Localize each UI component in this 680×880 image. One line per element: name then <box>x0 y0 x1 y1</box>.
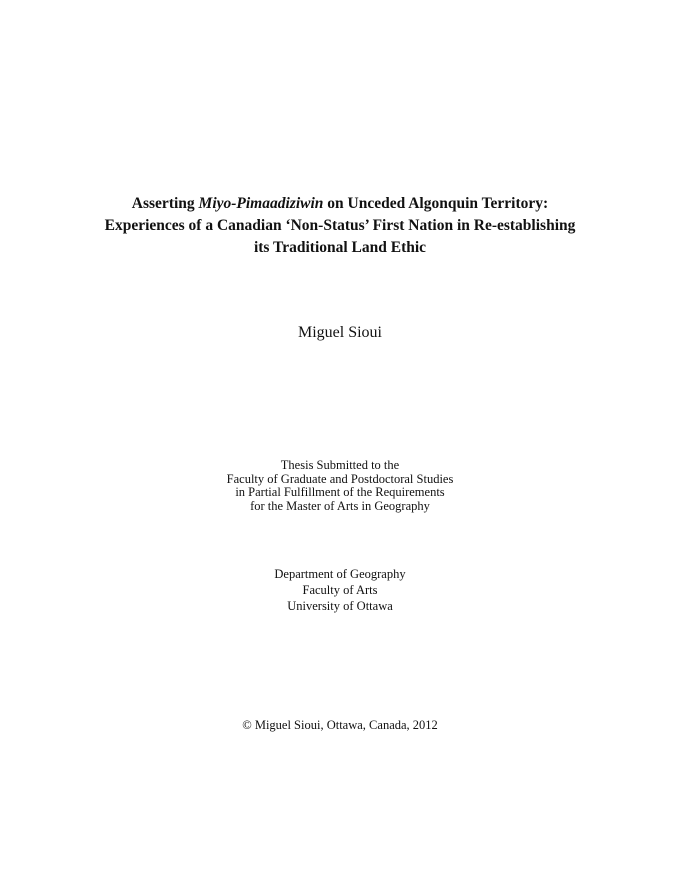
department-name: Department of Geography <box>274 567 406 581</box>
submission-line: Thesis Submitted to the <box>280 458 400 472</box>
thesis-title <box>0 193 680 259</box>
thesis-title-line-1 <box>0 193 680 215</box>
faculty-name: Faculty of Arts <box>302 583 378 597</box>
university-name: University of Ottawa <box>287 599 393 613</box>
copyright-notice: © Miguel Sioui, Ottawa, Canada, 2012 <box>242 718 438 732</box>
author-name: Miguel Sioui <box>297 324 382 341</box>
submission-statement <box>0 459 680 513</box>
thesis-title-line-3: its Traditional Land Ethic <box>253 239 427 256</box>
submission-line: for the Master of Arts in Geography <box>250 498 430 513</box>
department-block <box>0 566 680 614</box>
title-suffix: on Unceded Algonquin Territory: <box>323 195 549 212</box>
submission-line: Faculty of Graduate and Postdoctoral Studies <box>226 471 454 486</box>
thesis-title-line-2: Experiences of a Canadian ‘Non-Status’ First Nation in Re-establishing <box>104 217 576 234</box>
title-prefix: Asserting <box>131 195 199 212</box>
submission-line: in Partial Fulfillment of the Requirements <box>235 485 445 499</box>
title-italic-term: Miyo-Pimaadiziwin <box>198 195 324 212</box>
